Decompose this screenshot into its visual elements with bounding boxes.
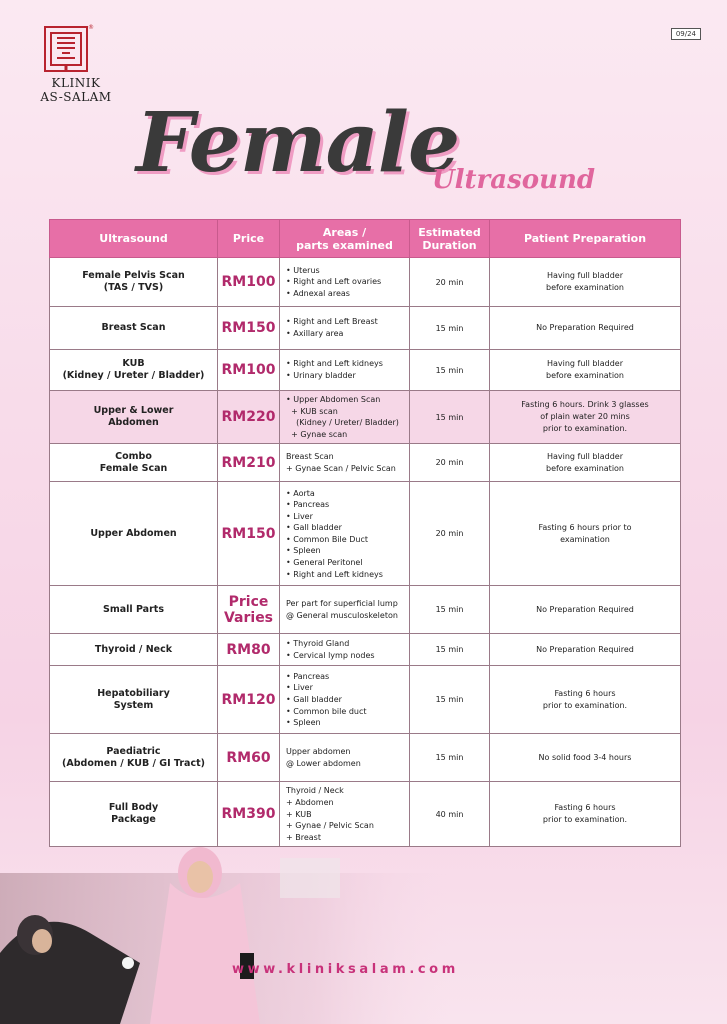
scan-areas-line: • Upper Abdomen Scan <box>286 395 381 404</box>
scan-name <box>50 734 218 782</box>
clinic-name <box>26 76 126 104</box>
scan-areas <box>280 734 410 782</box>
header-areas-line2: parts examined <box>296 238 393 252</box>
scan-areas-line: • Liver <box>286 683 313 693</box>
scan-areas-line: + KUB scan <box>286 406 338 416</box>
scan-name <box>50 350 218 391</box>
scan-areas-line: • Right and Left ovaries <box>286 277 382 287</box>
scan-name-line: Thyroid / Neck <box>94 643 173 655</box>
scan-preparation <box>490 350 681 391</box>
scan-preparation <box>490 634 681 666</box>
table-row <box>50 391 681 444</box>
scan-duration: 15 min <box>410 666 490 734</box>
scan-preparation-line: Having full bladder <box>546 271 623 280</box>
scan-preparation <box>490 307 681 350</box>
scan-areas-line: @ Lower abdomen <box>286 758 361 768</box>
pricing-table <box>49 219 681 847</box>
scan-name-line: Upper Abdomen <box>90 527 177 539</box>
scan-price <box>218 391 280 444</box>
scan-areas-line: Per part for superficial lump <box>286 599 398 609</box>
scan-duration: 15 min <box>410 634 490 666</box>
scan-areas-line: • Axillary area <box>286 329 344 338</box>
table-row <box>50 586 681 634</box>
header-ultrasound: Ultrasound <box>50 220 218 258</box>
table-row <box>50 444 681 482</box>
table-row <box>50 258 681 307</box>
scan-preparation-line: Having full bladder <box>546 451 623 461</box>
scan-price <box>218 307 280 350</box>
scan-name <box>50 444 218 482</box>
scan-preparation <box>490 734 681 782</box>
scan-name-line: Hepatobiliary <box>97 687 170 699</box>
scan-name-line: Breast Scan <box>101 322 166 333</box>
scan-preparation-line: No Preparation Required <box>536 323 634 332</box>
scan-areas-line: + Gynae scan <box>286 429 348 439</box>
scan-preparation-line: examination <box>560 534 610 544</box>
scan-areas <box>280 350 410 391</box>
scan-preparation-line: Fasting 6 hours <box>554 803 616 813</box>
scan-duration: 15 min <box>410 307 490 350</box>
scan-name <box>50 307 218 350</box>
scan-name <box>50 634 218 666</box>
scan-areas-line: • Urinary bladder <box>286 371 356 380</box>
scan-name-line: Upper & Lower <box>93 405 174 417</box>
scan-price <box>218 258 280 307</box>
scan-areas-line: • Gall bladder <box>286 523 342 533</box>
scan-areas-line: + Gynae Scan / Pelvic Scan <box>286 463 396 473</box>
scan-areas-line: @ General musculoskeleton <box>286 610 398 620</box>
scan-areas <box>280 444 410 482</box>
table-row <box>50 734 681 782</box>
scan-price-line: RM210 <box>221 454 276 471</box>
scan-areas <box>280 634 410 666</box>
scan-preparation <box>490 391 681 444</box>
scan-preparation <box>490 782 681 847</box>
scan-price-line: RM390 <box>221 806 276 823</box>
table-body <box>50 258 681 847</box>
scan-areas-line: + KUB <box>286 809 312 819</box>
scan-price <box>218 734 280 782</box>
scan-preparation-line: before examination <box>545 463 625 473</box>
scan-preparation-line: Fasting 6 hours. Drink 3 glasses <box>521 400 649 410</box>
scan-duration: 15 min <box>410 734 490 782</box>
website-link[interactable]: www.kliniksalam.com <box>232 962 459 977</box>
scan-preparation-line: prior to examination. <box>542 700 628 710</box>
scan-preparation-line: before examination <box>545 371 625 380</box>
scan-price-line: RM100 <box>221 362 276 378</box>
scan-name-line: (Abdomen / KUB / GI Tract) <box>62 757 205 769</box>
scan-price <box>218 666 280 734</box>
scan-areas-line: • Spleen <box>286 718 321 728</box>
header-duration <box>410 220 490 258</box>
scan-areas <box>280 258 410 307</box>
scan-price <box>218 586 280 634</box>
scan-name <box>50 482 218 586</box>
scan-price <box>218 782 280 847</box>
scan-price-line: RM60 <box>226 749 271 766</box>
scan-preparation-line: Fasting 6 hours <box>554 688 616 698</box>
scan-areas-line: Upper abdomen <box>286 747 351 757</box>
clinic-name-line1: KLINIK <box>51 76 101 90</box>
scan-name <box>50 782 218 847</box>
scan-areas <box>280 782 410 847</box>
scan-price-line: RM220 <box>221 409 276 426</box>
scan-areas-line: • Liver <box>286 511 313 521</box>
scan-preparation <box>490 258 681 307</box>
scan-price-line: Price <box>228 593 269 610</box>
scan-areas-line: • Pancreas <box>286 500 330 510</box>
header-preparation: Patient Preparation <box>490 220 681 258</box>
scan-name <box>50 586 218 634</box>
patient-ultrasound-photo <box>0 843 450 1024</box>
scan-preparation-line: No Preparation Required <box>536 644 634 654</box>
scan-name-line: Paediatric <box>106 745 161 757</box>
scan-duration: 15 min <box>410 586 490 634</box>
scan-areas-line: + Abdomen <box>286 797 334 807</box>
scan-name-line: Small Parts <box>103 603 164 615</box>
scan-preparation-line: of plain water 20 mins <box>540 412 630 422</box>
scan-preparation-line: Fasting 6 hours prior to <box>538 522 632 532</box>
scan-duration: 20 min <box>410 444 490 482</box>
scan-areas <box>280 307 410 350</box>
scan-preparation <box>490 444 681 482</box>
scan-name-line: Full Body <box>108 802 159 814</box>
scan-name-line: Combo <box>115 450 152 462</box>
scan-price-line: RM150 <box>221 320 276 336</box>
scan-areas-line: • Right and Left kidneys <box>286 359 383 369</box>
scan-price-line: RM80 <box>226 641 271 658</box>
scan-preparation <box>490 666 681 734</box>
scan-name-line: Package <box>111 814 156 826</box>
scan-price-line: Varies <box>223 609 274 626</box>
table-row <box>50 666 681 734</box>
header-price: Price <box>218 220 280 258</box>
scan-areas-line: (Kidney / Ureter/ Bladder) <box>286 418 399 428</box>
scan-preparation <box>490 482 681 586</box>
scan-areas-line: • Right and Left kidneys <box>286 569 383 579</box>
scan-areas <box>280 391 410 444</box>
scan-areas-line: • Right and Left Breast <box>286 317 378 327</box>
scan-price <box>218 634 280 666</box>
table-row <box>50 350 681 391</box>
scan-name-line: System <box>113 699 154 711</box>
scan-price-line: RM150 <box>221 525 276 542</box>
scan-price <box>218 482 280 586</box>
scan-name <box>50 391 218 444</box>
table-row <box>50 782 681 847</box>
scan-areas-line: • Uterus <box>286 265 320 275</box>
scan-areas-line: • Common Bile Duct <box>286 534 368 544</box>
scan-areas-line: • Thyroid Gland <box>286 639 350 649</box>
scan-preparation-line: prior to examination. <box>542 424 628 434</box>
scan-duration: 15 min <box>410 350 490 391</box>
scan-name-line: Abdomen <box>108 417 159 429</box>
scan-preparation-line: before examination <box>545 283 625 292</box>
scan-areas-line: • Spleen <box>286 546 321 556</box>
table-row <box>50 307 681 350</box>
scan-areas <box>280 482 410 586</box>
scan-areas <box>280 666 410 734</box>
scan-name-line: (Kidney / Ureter / Bladder) <box>62 370 205 381</box>
scan-duration: 20 min <box>410 482 490 586</box>
scan-areas-line: • Aorta <box>286 488 315 498</box>
header-duration-line1: Estimated <box>418 225 481 239</box>
scan-areas-line: • Gall bladder <box>286 695 342 705</box>
scan-name-line: KUB <box>122 358 145 369</box>
header-duration-line2: Duration <box>422 238 477 252</box>
scan-areas-line: • Pancreas <box>286 671 330 681</box>
scan-areas-line: • Common bile duct <box>286 706 367 716</box>
scan-name <box>50 258 218 307</box>
table-row <box>50 482 681 586</box>
scan-name-line: Female Pelvis Scan <box>82 270 185 281</box>
scan-preparation-line: No Preparation Required <box>536 604 634 614</box>
scan-areas-line: + Breast <box>286 832 321 842</box>
scan-areas-line: + Gynae / Pelvic Scan <box>286 821 374 831</box>
scan-areas <box>280 586 410 634</box>
scan-areas-line: Thyroid / Neck <box>286 786 344 796</box>
scan-name-line: (TAS / TVS) <box>103 282 164 293</box>
scan-duration: 20 min <box>410 258 490 307</box>
scan-preparation-line: No solid food 3-4 hours <box>538 752 632 762</box>
scan-price-line: RM100 <box>221 274 276 290</box>
scan-preparation <box>490 586 681 634</box>
header-areas-line1: Areas / <box>322 225 367 239</box>
page-subtitle: Ultrasound <box>432 165 596 195</box>
document-code: 09/24 <box>671 28 701 40</box>
scan-name-line: Female Scan <box>99 462 168 474</box>
header-areas <box>280 220 410 258</box>
clinic-logo-mark-icon <box>44 26 88 72</box>
scan-areas-line: • Cervical lymp nodes <box>286 650 375 660</box>
registered-mark: ® <box>88 24 94 31</box>
scan-areas-line: Breast Scan <box>286 452 334 462</box>
table-row <box>50 634 681 666</box>
scan-name <box>50 666 218 734</box>
scan-preparation-line: prior to examination. <box>542 815 628 825</box>
scan-price <box>218 444 280 482</box>
scan-duration: 15 min <box>410 391 490 444</box>
scan-preparation-line: Having full bladder <box>546 359 623 368</box>
scan-areas-line: • Adnexal areas <box>286 288 350 298</box>
clinic-name-line2: AS-SALAM <box>40 90 112 104</box>
page-title: Female <box>136 95 460 191</box>
scan-price <box>218 350 280 391</box>
scan-duration: 40 min <box>410 782 490 847</box>
scan-price-line: RM120 <box>221 691 276 708</box>
table-header-row <box>50 220 681 258</box>
scan-areas-line: • General Peritonel <box>286 558 363 568</box>
